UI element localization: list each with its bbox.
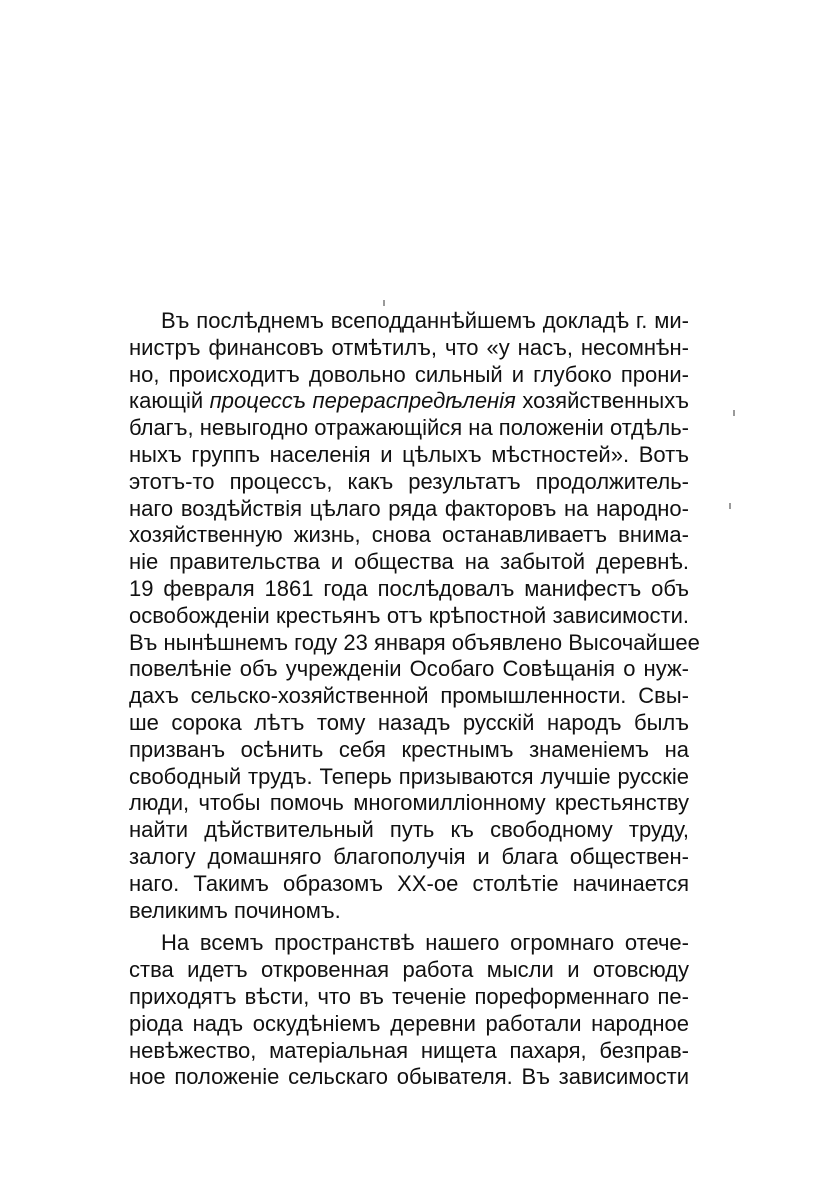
text-line: ріода надъ оскудѣніемъ деревни работали народное <box>129 1010 689 1036</box>
text-line: дахъ сельско-хозяйственной промышленности. Свы- <box>129 683 689 709</box>
text-line: залогу домашняго благополучія и блага обществен- <box>129 843 689 869</box>
text-line: 19 февраля 1861 года послѣдовалъ манифестъ объ <box>129 575 689 601</box>
text-line: ше сорока лѣтъ тому назадъ русскій народъ былъ <box>129 709 689 735</box>
scan-speck <box>383 300 385 306</box>
scan-speck <box>733 410 735 416</box>
text-line: но, происходитъ довольно сильный и глубоко прони- <box>129 361 689 387</box>
text-line: освобожденіи крестьянъ отъ крѣпостной зависимости. <box>129 602 689 628</box>
text-line: повелѣніе объ учрежденіи Особаго Совѣщанія о нуж- <box>129 656 689 682</box>
italic-phrase: процессъ перераспредѣленія <box>209 388 516 414</box>
paragraph-1 <box>129 308 700 924</box>
text-line: ное положеніе сельскаго обывателя. Въ зависимости <box>129 1064 689 1090</box>
text-line: хозяйственную жизнь, снова останавливаетъ внима- <box>129 522 689 548</box>
text-line: приходятъ вѣсти, что въ теченіе пореформеннаго пе- <box>129 983 689 1009</box>
text-line <box>129 388 689 415</box>
text-line: великимъ починомъ. <box>129 897 341 923</box>
text-line: люди, чтобы помочь многомилліонному крестьянству <box>129 790 689 816</box>
text-line: наго. Такимъ образомъ XX-ое столѣтіе начинается <box>129 870 689 896</box>
body-text <box>129 308 700 1091</box>
text-line: найти дѣйствительный путь къ свободному труду, <box>129 817 689 843</box>
text-line: На всемъ пространствѣ нашего огромнаго отече- <box>161 930 689 956</box>
text-line: ніе правительства и общества на забытой деревнѣ. <box>129 549 689 575</box>
text-line: призванъ осѣнить себя крестнымъ знаменіемъ на <box>129 736 689 762</box>
text-line: этотъ-то процессъ, какъ результатъ продолжитель- <box>129 468 689 494</box>
text-line: Въ послѣднемъ всеподданнѣйшемъ докладѣ г. ми- <box>161 308 689 333</box>
text-line: наго воздѣйствія цѣлаго ряда факторовъ на народно- <box>129 495 689 521</box>
text-line: нистръ финансовъ отмѣтилъ, что «у насъ, несомнѣн- <box>129 334 689 360</box>
scan-speck <box>729 503 731 509</box>
text-segment: кающій <box>129 388 204 414</box>
text-line: невѣжество, матеріальная нищета пахаря, безправ- <box>129 1037 689 1063</box>
text-segment: хозяйственныхъ <box>522 388 689 414</box>
text-line: ства идетъ откровенная работа мысли и отовсюду <box>129 957 689 983</box>
text-line: ныхъ группъ населенія и цѣлыхъ мѣстностей». Вотъ <box>129 441 689 467</box>
text-line: Въ нынѣшнемъ году 23 января объявлено Высочайшее <box>129 629 700 655</box>
text-line: благъ, невыгодно отражающійся на положеніи отдѣль- <box>129 415 689 441</box>
paragraph-2 <box>129 930 689 1091</box>
text-line: свободный трудъ. Теперь призываются лучшіе русскіе <box>129 763 689 789</box>
